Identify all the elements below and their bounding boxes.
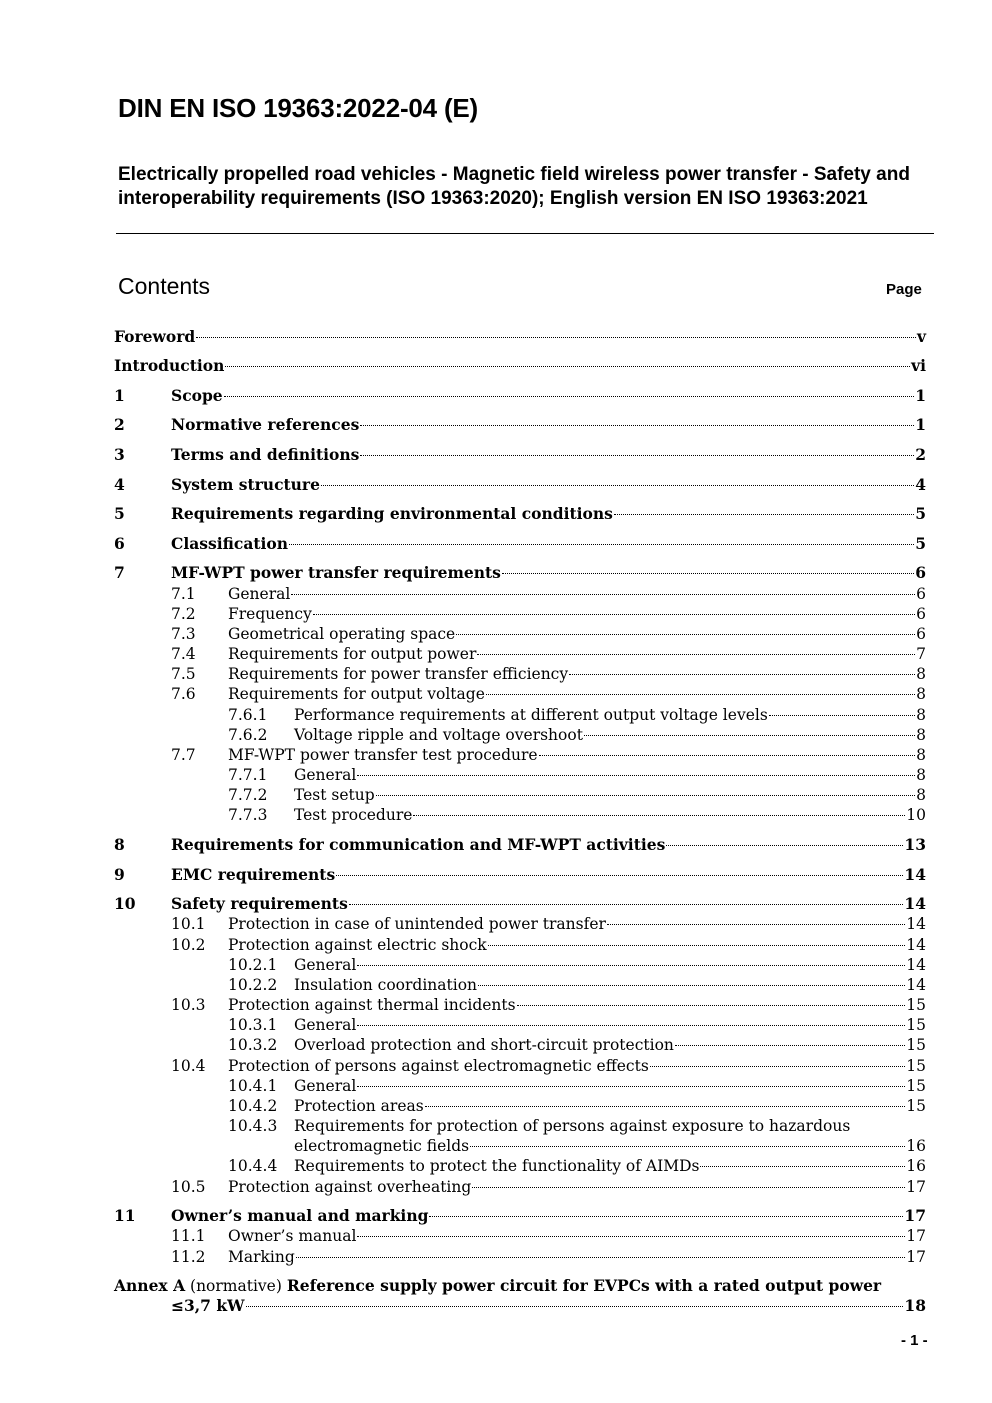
toc-entry-10-1[interactable] [0, 914, 992, 934]
dot-leader [289, 544, 914, 545]
toc-entry-10[interactable] [0, 894, 992, 914]
toc-title: Protection against overheating [228, 1178, 472, 1196]
dot-leader [225, 366, 910, 367]
toc-page: 14 [906, 915, 926, 933]
toc-title: Safety requirements [171, 894, 348, 913]
toc-number: 10.4.2 [228, 1097, 278, 1115]
toc-entry-10-3-1[interactable] [0, 1015, 992, 1035]
toc-page: 8 [916, 766, 926, 784]
toc-number: 7.7.2 [228, 786, 268, 804]
toc-page: 17 [906, 1248, 926, 1266]
dot-leader [313, 614, 915, 615]
toc-entry-7-6-2[interactable] [0, 725, 992, 745]
toc-entry-7-6[interactable] [0, 684, 992, 704]
toc-page: 1 [915, 386, 926, 405]
toc-title: Requirements for output voltage [228, 685, 485, 703]
dot-leader [246, 1306, 904, 1307]
toc-title: Requirements for power transfer efficiency [228, 665, 569, 683]
toc-entry-6[interactable] [0, 534, 992, 554]
toc-number: 7.6.2 [228, 726, 268, 744]
toc-page: 6 [916, 605, 926, 623]
toc-page: 16 [906, 1157, 926, 1175]
toc-page: 15 [906, 1016, 926, 1034]
toc-title: General [294, 1077, 357, 1095]
toc-entry-7-7[interactable] [0, 745, 992, 765]
toc-title: Protection of persons against electromagnetic effects [228, 1057, 649, 1075]
toc-title: Protection against thermal incidents [228, 996, 516, 1014]
dot-leader [478, 985, 905, 986]
toc-number: 5 [114, 504, 125, 523]
toc-entry-10-4-2[interactable] [0, 1096, 992, 1116]
toc-number: 9 [114, 865, 125, 884]
dot-leader [357, 1236, 905, 1237]
document-title: DIN EN ISO 19363:2022-04 (E) [118, 93, 479, 123]
toc-page: 15 [906, 1077, 926, 1095]
toc-title: EMC requirements [171, 865, 336, 884]
toc-entry-3[interactable] [0, 445, 992, 465]
annex-prefix: Annex A [114, 1276, 186, 1295]
toc-entry-7-7-2[interactable] [0, 785, 992, 805]
dot-leader [291, 594, 915, 595]
toc-number: 10.3 [171, 996, 206, 1014]
toc-number: 10.5 [171, 1178, 206, 1196]
toc-title: Requirements regarding environmental conditions [171, 504, 613, 523]
toc-page: 7 [916, 645, 926, 663]
toc-number: 7.4 [171, 645, 196, 663]
dot-leader [539, 755, 916, 756]
toc-title: System structure [171, 475, 320, 494]
toc-entry-7-2[interactable] [0, 604, 992, 624]
toc-number: 7.7.1 [228, 766, 268, 784]
dot-leader [357, 965, 905, 966]
toc-number: 10.4.1 [228, 1077, 278, 1095]
toc-page: 8 [916, 706, 926, 724]
toc-title: Insulation coordination [294, 976, 478, 994]
toc-title: Owner’s manual and marking [171, 1206, 429, 1225]
toc-page: 6 [916, 625, 926, 643]
toc-entry-2[interactable] [0, 415, 992, 435]
toc-title: General [228, 585, 291, 603]
toc-title: Owner’s manual [228, 1227, 357, 1245]
dot-leader [650, 1066, 905, 1067]
toc-number: 7.6.1 [228, 706, 268, 724]
dot-leader [486, 694, 915, 695]
dot-leader [360, 425, 914, 426]
toc-entry-4[interactable] [0, 475, 992, 495]
toc-page: v [916, 327, 926, 346]
toc-number: 10.3.1 [228, 1016, 278, 1034]
toc-page: 15 [906, 1097, 926, 1115]
toc-entry-7-3[interactable] [0, 624, 992, 644]
dot-leader [477, 654, 915, 655]
toc-title: Marking [228, 1248, 295, 1266]
toc-page: 14 [904, 894, 926, 913]
toc-entry-7-5[interactable] [0, 664, 992, 684]
toc-number: 10.4.4 [228, 1157, 278, 1175]
dot-leader [360, 455, 914, 456]
toc-number: 7.3 [171, 625, 196, 643]
toc-entry-8[interactable] [0, 835, 992, 855]
toc-entry-5[interactable] [0, 504, 992, 524]
toc-entry-7-7-1[interactable] [0, 765, 992, 785]
toc-title: Geometrical operating space [228, 625, 456, 643]
toc-title: Foreword [114, 327, 196, 346]
dot-leader [584, 735, 915, 736]
toc-page: 14 [906, 976, 926, 994]
toc-title-line1: Requirements for protection of persons against exposure to hazardous [294, 1117, 851, 1135]
dot-leader [517, 1005, 906, 1006]
dot-leader [357, 775, 915, 776]
annex-title-line1: Reference supply power circuit for EVPCs with a rated output power [286, 1276, 882, 1295]
toc-entry-10-4-3[interactable] [0, 1116, 992, 1136]
toc-title: General [294, 956, 357, 974]
toc-number: 10.3.2 [228, 1036, 278, 1054]
dot-leader [224, 396, 915, 397]
dot-leader [429, 1216, 903, 1217]
dot-leader [456, 634, 915, 635]
dot-leader [607, 924, 905, 925]
toc-page: 5 [915, 504, 926, 523]
toc-page: 10 [906, 806, 926, 824]
toc-entry-foreword[interactable] [0, 327, 992, 347]
dot-leader [376, 795, 915, 796]
toc-page: 15 [906, 1036, 926, 1054]
toc-number: 10.4.3 [228, 1117, 278, 1135]
toc-page: 18 [904, 1296, 926, 1315]
toc-title: MF-WPT power transfer requirements [171, 563, 501, 582]
toc-page: 16 [906, 1137, 926, 1155]
toc-page: 6 [915, 563, 926, 582]
toc-entry-7-6-1[interactable] [0, 705, 992, 725]
dot-leader [196, 337, 916, 338]
toc-title-line2: electromagnetic fields [294, 1137, 470, 1155]
toc-page: 17 [906, 1178, 926, 1196]
dot-leader [349, 904, 904, 905]
toc-entry-10-4[interactable] [0, 1056, 992, 1076]
dot-leader [675, 1045, 905, 1046]
toc-number: 10.4 [171, 1057, 206, 1075]
annex-a-line1 [114, 1276, 881, 1296]
toc-number: 7.2 [171, 605, 196, 623]
dot-leader [700, 1166, 905, 1167]
dot-leader [502, 573, 914, 574]
page-number: - 1 - [901, 1332, 928, 1349]
toc-number: 10 [114, 894, 136, 913]
toc-title: Test setup [294, 786, 375, 804]
toc-number: 10.2.2 [228, 976, 278, 994]
toc-number: 3 [114, 445, 125, 464]
toc-number: 4 [114, 475, 125, 494]
toc-title: Requirements for output power [228, 645, 477, 663]
toc-page: vi [911, 356, 926, 375]
toc-title: Requirements for communication and MF-WPT activities [171, 835, 666, 854]
toc-page: 8 [916, 746, 926, 764]
toc-title: Frequency [228, 605, 312, 623]
toc-number: 7.7.3 [228, 806, 268, 824]
toc-entry-1[interactable] [0, 386, 992, 406]
dot-leader [425, 1106, 906, 1107]
annex-title-line2: ≤3,7 kW [171, 1296, 245, 1315]
toc-entry-annex-a-cont[interactable] [0, 1296, 992, 1316]
dot-leader [357, 1086, 905, 1087]
toc-entry-10-3-2[interactable] [0, 1035, 992, 1055]
toc-page: 17 [906, 1227, 926, 1245]
toc-title: Protection areas [294, 1097, 424, 1115]
toc-entry-7-7-3[interactable] [0, 805, 992, 825]
toc-number: 6 [114, 534, 125, 553]
toc-entry-7[interactable] [0, 563, 992, 583]
toc-page: 4 [915, 475, 926, 494]
toc-number: 11.2 [171, 1248, 206, 1266]
toc-title: Protection against electric shock [228, 936, 487, 954]
toc-title: General [294, 766, 357, 784]
toc-number: 2 [114, 415, 125, 434]
toc-page: 13 [904, 835, 926, 854]
toc-entry-7-4[interactable] [0, 644, 992, 664]
toc-page: 2 [915, 445, 926, 464]
toc-title: Requirements to protect the functionality of AIMDs [294, 1157, 700, 1175]
toc-entry-introduction[interactable] [0, 356, 992, 376]
toc-page: 8 [916, 726, 926, 744]
toc-entry-11[interactable] [0, 1206, 992, 1226]
toc-number: 10.2 [171, 936, 206, 954]
toc-title: General [294, 1016, 357, 1034]
toc-entry-10-5[interactable] [0, 1177, 992, 1197]
toc-entry-10-4-4[interactable] [0, 1156, 992, 1176]
dot-leader [614, 514, 914, 515]
page-column-label: Page [886, 281, 922, 298]
toc-entry-7-1[interactable] [0, 584, 992, 604]
toc-page: 15 [906, 1057, 926, 1075]
toc-entry-11-1[interactable] [0, 1226, 992, 1246]
toc-number: 10.1 [171, 915, 206, 933]
toc-number: 1 [114, 386, 125, 405]
dot-leader [296, 1257, 905, 1258]
toc-page: 5 [915, 534, 926, 553]
toc-title: Scope [171, 386, 223, 405]
dot-leader [413, 815, 905, 816]
contents-heading: Contents [118, 273, 211, 299]
toc-page: 14 [906, 956, 926, 974]
dot-leader [472, 1187, 905, 1188]
toc-title: Overload protection and short-circuit protection [294, 1036, 674, 1054]
toc-title: MF-WPT power transfer test procedure [228, 746, 538, 764]
toc-title: Normative references [171, 415, 360, 434]
toc-title: Performance requirements at different output voltage levels [294, 706, 768, 724]
toc-page: 8 [916, 665, 926, 683]
toc-number: 7.6 [171, 685, 196, 703]
dot-leader [336, 875, 903, 876]
toc-number: 7.7 [171, 746, 196, 764]
annex-qualifier: (normative) [185, 1277, 287, 1295]
toc-title: Terms and definitions [171, 445, 360, 464]
dot-leader [357, 1025, 905, 1026]
toc-title: Voltage ripple and voltage overshoot [294, 726, 583, 744]
toc-entry-10-4-1[interactable] [0, 1076, 992, 1096]
toc-number: 7.5 [171, 665, 196, 683]
toc-number: 7 [114, 563, 125, 582]
toc-number: 7.1 [171, 585, 196, 603]
toc-page: 14 [906, 936, 926, 954]
toc-entry-10-2-2[interactable] [0, 975, 992, 995]
toc-page: 8 [916, 786, 926, 804]
toc-page: 8 [916, 685, 926, 703]
toc-page: 1 [915, 415, 926, 434]
toc-entry-9[interactable] [0, 865, 992, 885]
toc-page: 6 [916, 585, 926, 603]
title-rule [116, 233, 934, 234]
toc-page: 15 [906, 996, 926, 1014]
toc-entry-10-2-1[interactable] [0, 955, 992, 975]
dot-leader [569, 674, 915, 675]
toc-entry-annex-a[interactable] [0, 1276, 992, 1296]
dot-leader [769, 715, 915, 716]
dot-leader [488, 945, 906, 946]
toc-entry-10-2[interactable] [0, 935, 992, 955]
document-subtitle: Electrically propelled road vehicles - Magnetic field wireless power transfer - Safety and interoperability requirements (ISO 19363:2020); English version EN ISO 19363:2021 [118, 164, 910, 209]
toc-page: 14 [904, 865, 926, 884]
toc-number: 11.1 [171, 1227, 206, 1245]
dot-leader [666, 845, 903, 846]
toc-number: 11 [114, 1206, 136, 1225]
dot-leader [470, 1146, 905, 1147]
dot-leader [321, 485, 914, 486]
toc-number: 8 [114, 835, 125, 854]
toc-entry-10-4-3-cont[interactable] [0, 1136, 992, 1156]
toc-entry-10-3[interactable] [0, 995, 992, 1015]
toc-entry-11-2[interactable] [0, 1247, 992, 1267]
toc-title: Test procedure [294, 806, 413, 824]
toc-number: 10.2.1 [228, 956, 278, 974]
toc-title: Classification [171, 534, 289, 553]
toc-title: Introduction [114, 356, 225, 375]
toc-title: Protection in case of unintended power transfer [228, 915, 606, 933]
toc-page: 17 [904, 1206, 926, 1225]
